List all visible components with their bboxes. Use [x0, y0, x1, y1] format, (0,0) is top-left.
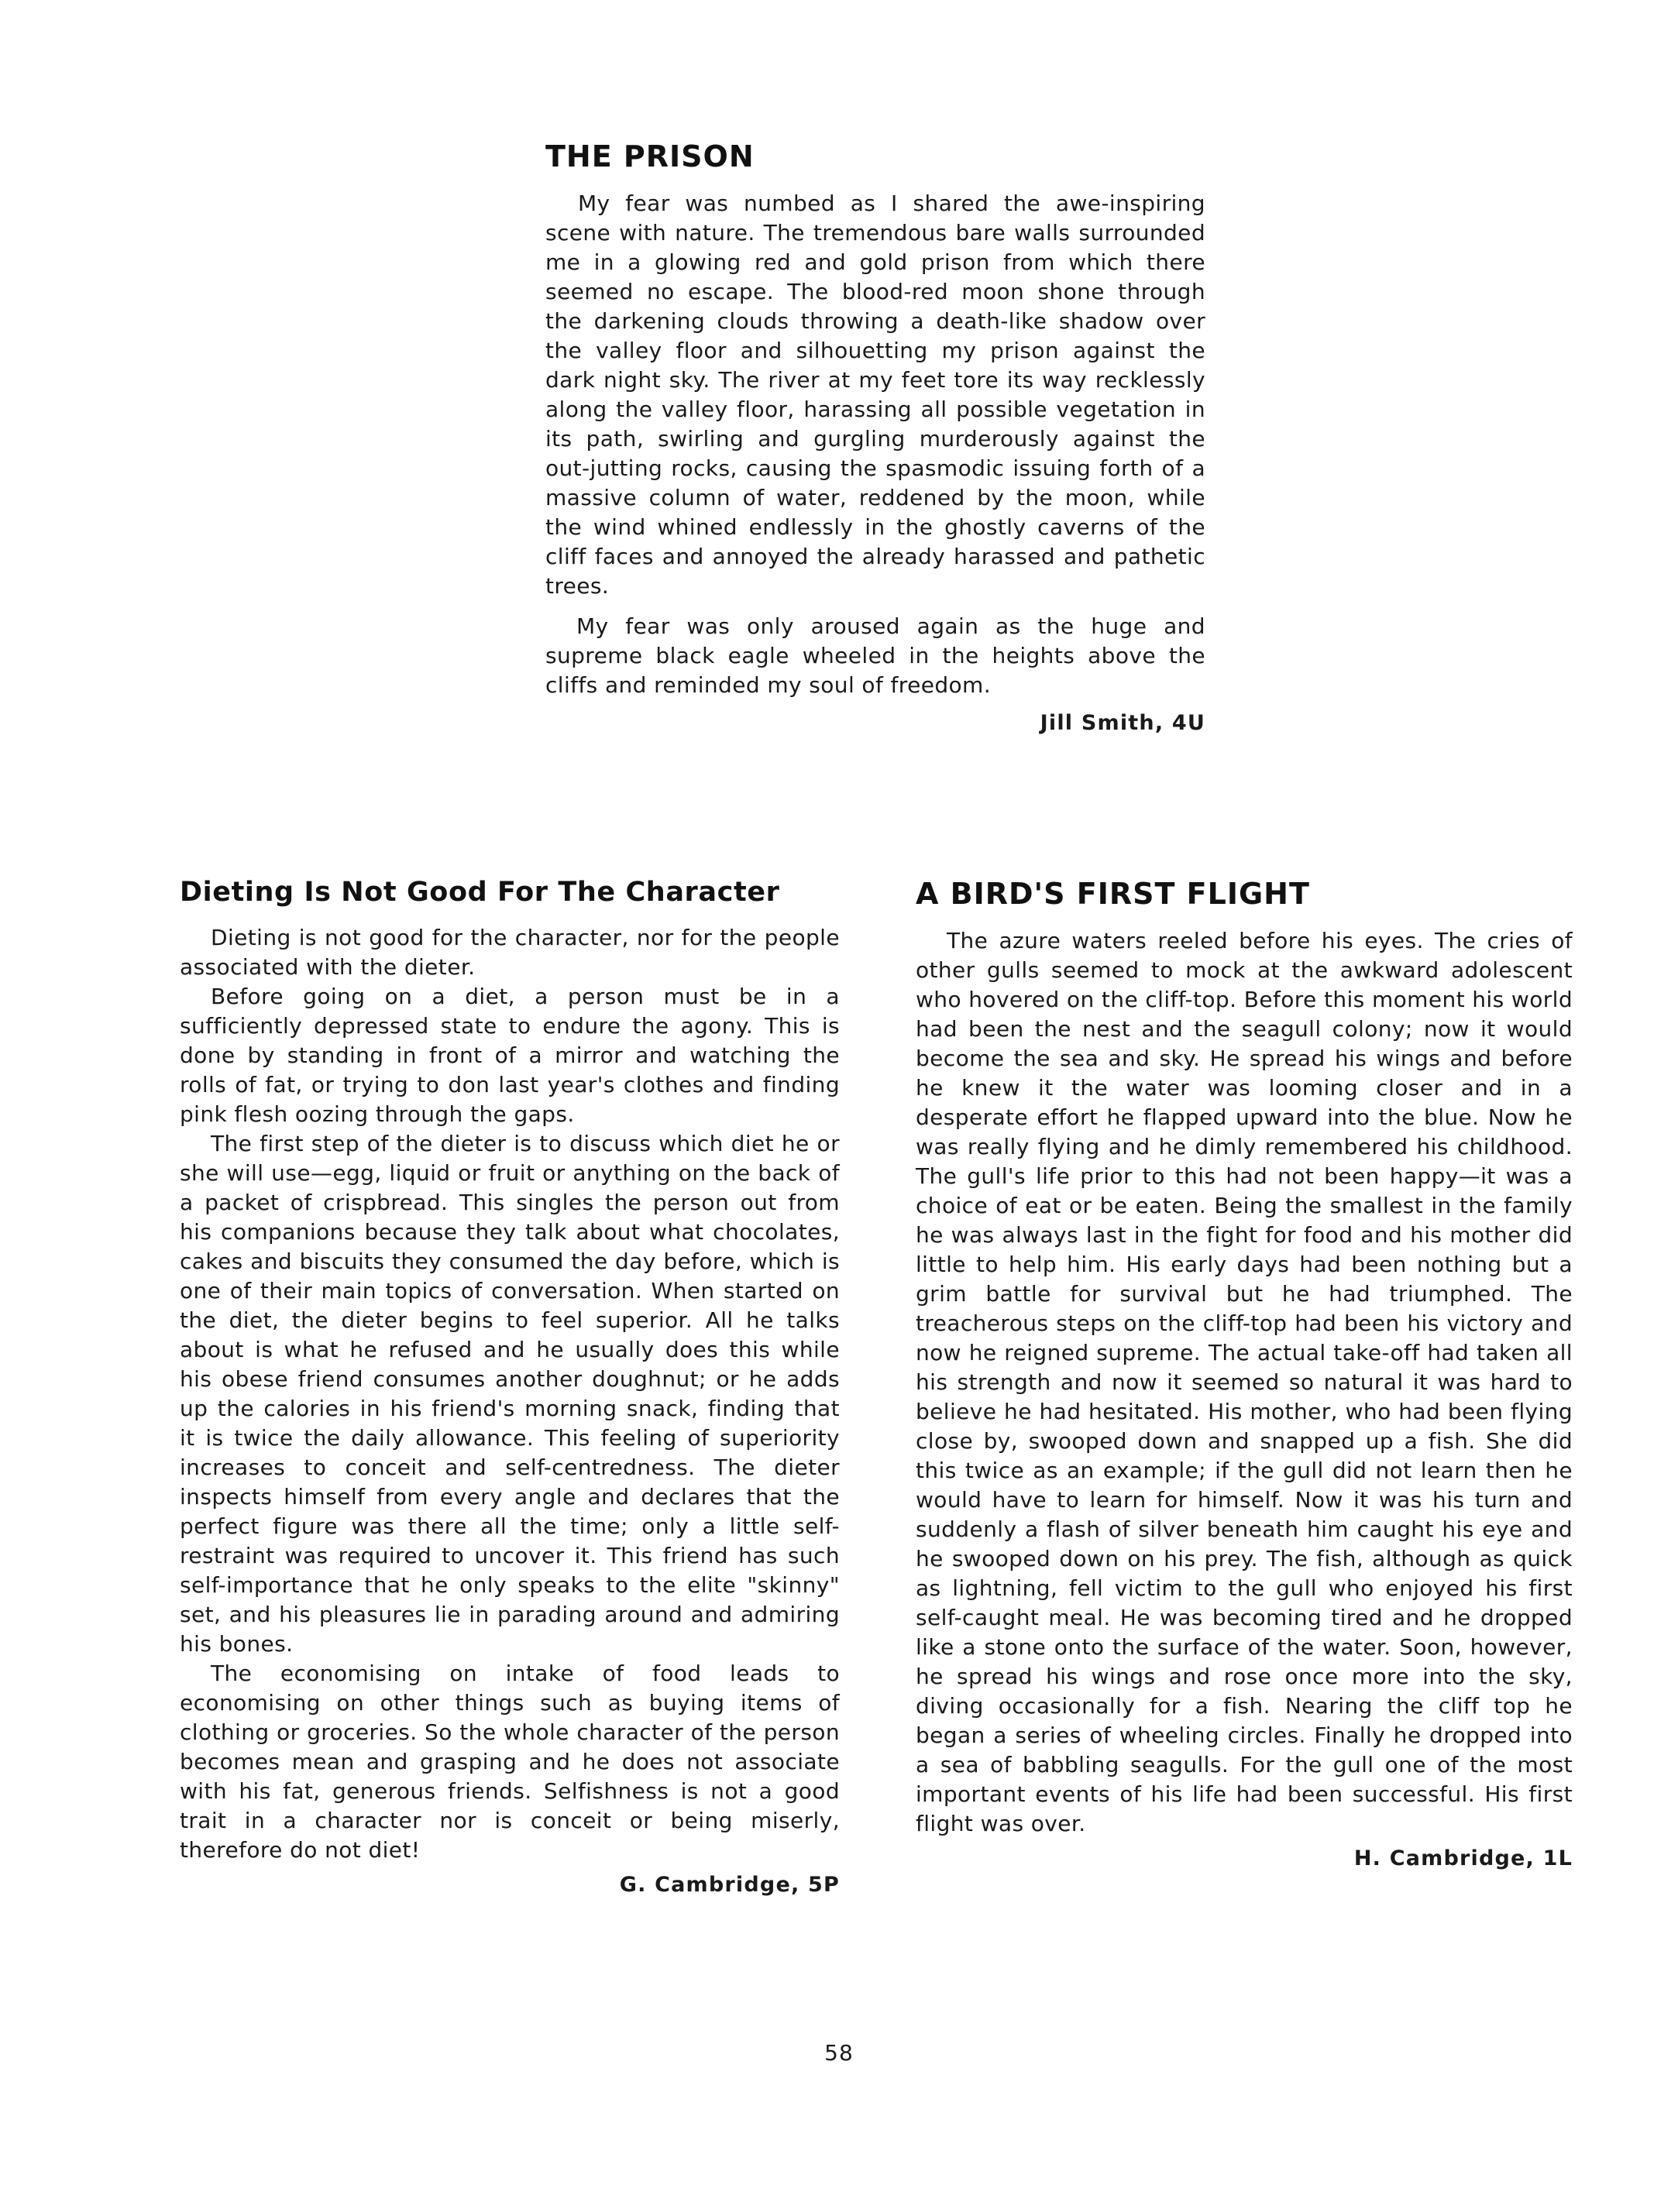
paragraph: The first step of the dieter is to discuss which diet he or she will use—egg, liquid or fruit or anything on the back of a packet of crispbread. This singles the person out from his companions because they talk about what chocolates, cakes and biscuits they consumed the day before, which is one of their main topics of conversation. When started on the diet, the dieter begins to feel superior. All he talks about is what he refused and he usually does this while his obese friend consumes another doughnut; or he adds up the calories in his friend's morning snack, finding that it is twice the daily allowance. This feeling of superiority increases to conceit and self-centredness. The dieter inspects himself from every angle and declares that the perfect figure was there all the time; only a little self-restraint was required to uncover it. This friend has such self-importance that he only speaks to the elite "skinny" set, and his pleasures lie in parading around and admiring his bones.	[180, 1131, 840, 1657]
article-the-prison	[545, 139, 1205, 735]
article-body	[545, 189, 1205, 700]
article-title: Dieting Is Not Good For The Character	[180, 877, 780, 908]
paragraph: The azure waters reeled before his eyes. The cries of other gulls seemed to mock at the awkward adolescent who hovered on the cliff-top. Before this moment his world had been the nest and the seagull colony; now it would become the sea and sky. He spread his wings and before he knew it the water was looming closer and in a desperate effort he flapped upward into the blue. Now he was really flying and he dimly remembered his childhood. The gull's life prior to this had not been happy—it was a choice of eat or be eaten. Being the smallest in the family he was always last in the fight for food and his mother did little to help him. His early days had been nothing but a grim battle for survival but he had triumphed. The treacherous steps on the cliff-top had been his victory and now he reigned supreme. The actual take-off had taken all his strength and now it seemed so natural it was hard to believe he had hesitated. His mother, who had been flying close by, swooped down and snapped up a fish. She did this twice as an example; if the gull did not learn then he would have to learn for himself. Now it was his turn and suddenly a flash of silver beneath him caught his eye and he swooped down on his prey. The fish, although as quick as lightning, fell victim to the gull who enjoyed his first self-caught meal. He was becoming tired and he dropped like a stone onto the surface of the water. Soon, however, he spread his wings and rose once more into the sky, diving occasionally for a fish. Nearing the cliff top he began a series of wheeling circles. Finally he dropped into a sea of babbling seagulls. For the gull one of the most important events of his life had been successful. His first flight was over.	[916, 928, 1573, 1836]
article-title: THE PRISON	[545, 139, 755, 173]
paragraph: Dieting is not good for the character, nor for the people associated with the dieter.	[180, 925, 840, 980]
paragraph: The economising on intake of food leads to economising on other things such as buying items of clothing or groceries. So the whole character of the person becomes mean and grasping and he does not associate with his fat, generous friends. Selfishness is not a good trait in a character nor is conceit or being miserly, therefore do not diet!	[180, 1661, 840, 1863]
article-birds-first-flight	[916, 877, 1573, 1870]
article-title: A BIRD'S FIRST FLIGHT	[916, 877, 1310, 911]
article-body	[916, 926, 1573, 1839]
paragraph: My fear was only aroused again as the huge and supreme black eagle wheeled in the heights above the cliffs and reminded my soul of freedom.	[545, 613, 1205, 698]
author-byline: H. Cambridge, 1L	[1353, 1846, 1573, 1870]
author-byline: Jill Smith, 4U	[1040, 711, 1205, 735]
article-body	[180, 923, 840, 1865]
author-byline: G. Cambridge, 5P	[619, 1873, 840, 1897]
article-dieting	[180, 877, 840, 1897]
paragraph: My fear was numbed as I shared the awe-inspiring scene with nature. The tremendous bare walls surrounded me in a glowing red and gold prison from which there seemed no escape. The blood-red moon shone through the darkening clouds throwing a death-like shadow over the valley floor and silhouetting my prison against the dark night sky. The river at my feet tore its way recklessly along the valley floor, harassing all possible vegetation in its path, swirling and gurgling murderously against the out-jutting rocks, causing the spasmodic issuing forth of a massive column of water, reddened by the moon, while the wind whined endlessly in the ghostly caverns of the cliff faces and annoyed the already harassed and pathetic trees.	[545, 191, 1205, 599]
page-number: 58	[824, 2040, 854, 2066]
paragraph: Before going on a diet, a person must be in a sufficiently depressed state to endure the agony. This is done by standing in front of a mirror and watching the rolls of fat, or trying to don last year's clothes and finding pink flesh oozing through the gaps.	[180, 984, 840, 1127]
